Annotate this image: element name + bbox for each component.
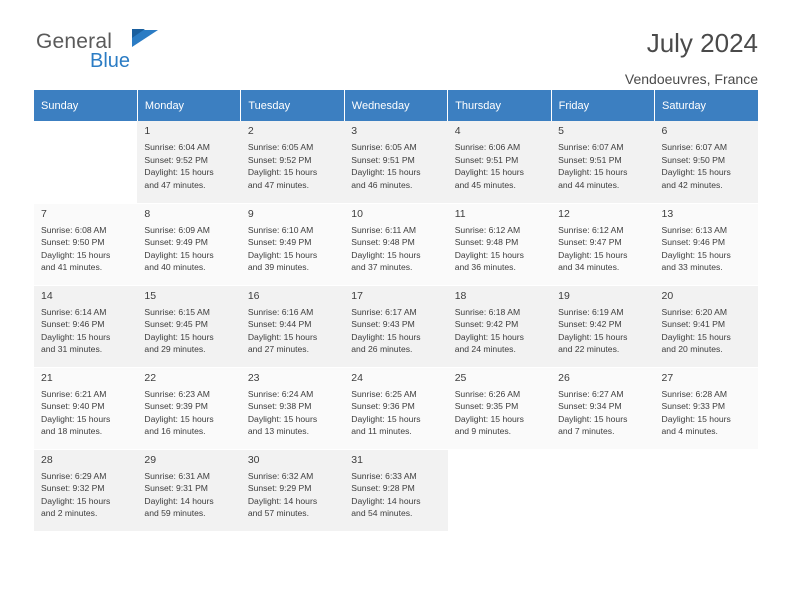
day-info-line: Daylight: 15 hours [247, 413, 318, 424]
day-info-line: Sunset: 9:50 PM [41, 237, 105, 248]
day-info-line: Sunset: 9:45 PM [144, 319, 208, 330]
day-info-line: Sunrise: 6:33 AM [351, 470, 417, 481]
day-info-line: Sunset: 9:52 PM [247, 154, 312, 165]
day-info-line: Sunrise: 6:16 AM [247, 306, 314, 317]
day-info-line: Sunset: 9:46 PM [41, 319, 105, 330]
calendar-table [34, 90, 758, 532]
day-info-line: and 24 minutes. [454, 344, 516, 355]
calendar-day-cell[interactable] [655, 121, 758, 203]
day-info-line: Sunrise: 6:29 AM [41, 470, 107, 481]
day-info-line: Daylight: 14 hours [247, 495, 318, 506]
day-info-line: and 27 minutes. [247, 344, 309, 355]
day-info-line: and 41 minutes. [41, 262, 103, 273]
general-blue-logo[interactable] [34, 26, 184, 78]
day-info-line: Sunset: 9:31 PM [144, 483, 208, 494]
weekday-header-tuesday: Tuesday [241, 90, 344, 121]
day-number: 26 [558, 371, 570, 384]
weekday-header-thursday: Thursday [448, 90, 551, 121]
day-info-line: Sunrise: 6:13 AM [661, 224, 727, 235]
day-number: 13 [661, 207, 674, 220]
day-info-line: Sunset: 9:33 PM [661, 401, 726, 412]
day-info-line: Sunrise: 6:19 AM [558, 306, 624, 317]
calendar-day-cell[interactable] [34, 367, 137, 449]
day-info-line: and 39 minutes. [247, 262, 309, 273]
day-info-line: Sunrise: 6:06 AM [454, 142, 521, 152]
day-number: 28 [41, 453, 53, 466]
calendar-cell-empty [551, 449, 654, 531]
day-number: 23 [247, 371, 260, 384]
day-info-line: Daylight: 15 hours [41, 413, 111, 424]
day-info-line: Sunset: 9:40 PM [41, 401, 105, 412]
day-number: 1 [144, 125, 151, 137]
day-number: 3 [351, 125, 358, 137]
day-number: 16 [247, 289, 260, 302]
calendar-week-row [34, 285, 758, 367]
day-info-line: Sunrise: 6:07 AM [558, 142, 624, 152]
day-info-line: and 36 minutes. [454, 262, 516, 273]
calendar-day-cell[interactable] [241, 121, 344, 203]
day-info-line: Sunset: 9:49 PM [144, 237, 208, 248]
calendar-day-cell[interactable] [655, 203, 758, 285]
calendar-day-cell[interactable] [448, 367, 551, 449]
weekday-header-monday: Monday [137, 90, 240, 121]
day-info-line: Sunset: 9:39 PM [144, 401, 208, 412]
day-info-line: Daylight: 15 hours [661, 249, 731, 260]
day-number: 7 [41, 207, 47, 220]
day-info-line: and 57 minutes. [247, 508, 309, 519]
day-info-line: Daylight: 15 hours [661, 413, 731, 424]
day-info-line: Daylight: 15 hours [351, 249, 421, 260]
day-info-line: and 18 minutes. [41, 426, 103, 437]
day-info-line: and 47 minutes. [144, 179, 206, 190]
logo-text-general: General [36, 30, 113, 53]
day-info-line: Sunrise: 6:27 AM [558, 388, 624, 399]
calendar-day-cell[interactable] [241, 449, 344, 531]
day-info-line: Daylight: 15 hours [247, 249, 318, 260]
day-info-line: and 11 minutes. [351, 426, 412, 437]
day-info-line: Sunset: 9:51 PM [454, 154, 519, 165]
day-number: 29 [144, 453, 157, 466]
day-info-line: and 13 minutes. [247, 426, 309, 437]
calendar-day-cell[interactable] [448, 285, 551, 367]
day-info-line: Sunrise: 6:12 AM [454, 224, 521, 235]
calendar-day-cell[interactable] [137, 121, 240, 203]
day-info-line: and 33 minutes. [661, 262, 723, 273]
day-info-line: Daylight: 15 hours [351, 167, 421, 178]
day-info-line: Sunset: 9:38 PM [247, 401, 312, 412]
day-number: 2 [247, 125, 254, 137]
day-info-line: Sunset: 9:46 PM [661, 237, 726, 248]
weekday-header-row [34, 90, 758, 121]
calendar-day-cell[interactable] [137, 203, 240, 285]
flag-accent-icon [132, 29, 145, 38]
weekday-header-friday: Friday [551, 90, 654, 121]
day-info-line: Daylight: 15 hours [144, 413, 214, 424]
day-number: 17 [351, 289, 363, 302]
day-info-line: Daylight: 15 hours [454, 331, 524, 342]
day-info-line: Sunset: 9:34 PM [558, 401, 622, 412]
calendar-day-cell[interactable] [344, 449, 447, 531]
calendar-cell-empty [34, 121, 137, 203]
day-info-line: Daylight: 15 hours [661, 331, 731, 342]
day-info-line: Daylight: 14 hours [351, 495, 421, 506]
day-info-line: Sunrise: 6:24 AM [247, 388, 314, 399]
calendar-day-cell[interactable] [34, 285, 137, 367]
day-info-line: Sunrise: 6:12 AM [558, 224, 624, 235]
day-info-line: Daylight: 15 hours [454, 167, 524, 178]
day-info-line: Sunset: 9:50 PM [661, 154, 726, 165]
day-info-line: and 44 minutes. [558, 179, 620, 190]
day-info-line: and 34 minutes. [558, 262, 620, 273]
day-info-line: and 20 minutes. [661, 344, 723, 355]
day-number: 20 [661, 289, 674, 302]
day-info-line: and 37 minutes. [351, 262, 413, 273]
calendar-day-cell[interactable] [137, 449, 240, 531]
day-info-line: and 2 minutes. [41, 508, 98, 519]
day-info-line: Sunrise: 6:25 AM [351, 388, 417, 399]
day-info-line: and 40 minutes. [144, 262, 206, 273]
day-info-line: and 7 minutes. [558, 426, 615, 437]
day-info-line: Daylight: 15 hours [558, 331, 628, 342]
calendar-day-cell[interactable] [551, 367, 654, 449]
calendar-day-cell[interactable] [137, 285, 240, 367]
weekday-header-saturday: Saturday [655, 90, 758, 121]
day-info-line: Daylight: 15 hours [558, 413, 628, 424]
day-info-line: Sunrise: 6:26 AM [454, 388, 521, 399]
day-info-line: Sunrise: 6:28 AM [661, 388, 727, 399]
day-info-line: and 46 minutes. [351, 179, 413, 190]
day-number: 18 [454, 289, 467, 302]
day-info-line: Sunset: 9:41 PM [661, 319, 726, 330]
day-info-line: Sunset: 9:42 PM [454, 319, 519, 330]
day-number: 6 [661, 125, 668, 137]
day-number: 30 [247, 453, 260, 466]
calendar-day-cell[interactable] [241, 367, 344, 449]
day-info-line: Daylight: 15 hours [558, 167, 628, 178]
day-info-line: Daylight: 15 hours [661, 167, 731, 178]
day-info-line: Daylight: 15 hours [41, 331, 111, 342]
day-info-line: Sunset: 9:49 PM [247, 237, 312, 248]
day-info-line: and 54 minutes. [351, 508, 413, 519]
day-info-line: and 47 minutes. [247, 179, 309, 190]
weekday-header-sunday: Sunday [34, 90, 137, 121]
day-info-line: Daylight: 15 hours [144, 167, 214, 178]
day-info-line: and 59 minutes. [144, 508, 206, 519]
calendar-day-cell[interactable] [655, 285, 758, 367]
day-info-line: Sunrise: 6:11 AM [351, 224, 417, 235]
day-info-line: and 22 minutes. [558, 344, 620, 355]
day-info-line: Sunset: 9:42 PM [558, 319, 622, 330]
logo-text-blue: Blue [90, 50, 131, 72]
day-info-line: Sunset: 9:35 PM [454, 401, 519, 412]
day-info-line: Sunrise: 6:31 AM [144, 470, 210, 481]
day-info-line: Sunset: 9:44 PM [247, 319, 312, 330]
day-info-line: Sunset: 9:48 PM [454, 237, 519, 248]
calendar-week-row [34, 121, 758, 203]
day-number: 11 [454, 207, 466, 220]
calendar-day-cell[interactable] [137, 367, 240, 449]
day-info-line: Sunset: 9:28 PM [351, 483, 415, 494]
day-info-line: Sunset: 9:51 PM [558, 154, 622, 165]
day-number: 19 [558, 289, 570, 302]
day-number: 10 [351, 207, 363, 220]
day-info-line: Daylight: 15 hours [247, 167, 318, 178]
calendar-week-row [34, 203, 758, 285]
calendar-day-cell[interactable] [34, 203, 137, 285]
title-block [625, 26, 758, 88]
calendar-day-cell[interactable] [551, 121, 654, 203]
day-info-line: Sunrise: 6:05 AM [247, 142, 314, 152]
day-info-line: Sunset: 9:48 PM [351, 237, 415, 248]
weekday-header-wednesday: Wednesday [344, 90, 447, 121]
day-number: 9 [247, 207, 254, 220]
day-info-line: Sunrise: 6:20 AM [661, 306, 727, 317]
calendar-day-cell[interactable] [241, 285, 344, 367]
day-info-line: Daylight: 15 hours [351, 331, 421, 342]
day-info-line: Sunrise: 6:09 AM [144, 224, 210, 235]
day-number: 24 [351, 371, 363, 384]
day-info-line: Sunrise: 6:08 AM [41, 224, 107, 235]
day-number: 21 [41, 371, 53, 384]
day-number: 4 [454, 125, 461, 137]
day-info-line: and 42 minutes. [661, 179, 723, 190]
page-subtitle: Vendoeuvres, France [624, 71, 758, 87]
calendar-day-cell[interactable] [551, 285, 654, 367]
calendar-day-cell[interactable] [448, 203, 551, 285]
day-info-line: and 9 minutes. [454, 426, 512, 437]
day-number: 15 [144, 289, 157, 302]
calendar-day-cell[interactable] [551, 203, 654, 285]
day-info-line: Sunset: 9:51 PM [351, 154, 415, 165]
day-number: 8 [144, 207, 151, 220]
calendar-cell-empty [655, 449, 758, 531]
day-info-line: Sunrise: 6:10 AM [247, 224, 314, 235]
day-info-line: Sunset: 9:29 PM [247, 483, 312, 494]
day-info-line: Daylight: 15 hours [41, 495, 111, 506]
day-info-line: and 26 minutes. [351, 344, 413, 355]
day-number: 5 [558, 125, 564, 137]
day-info-line: and 31 minutes. [41, 344, 103, 355]
day-info-line: Daylight: 15 hours [558, 249, 628, 260]
calendar-day-cell[interactable] [241, 203, 344, 285]
page-header [34, 0, 758, 87]
day-info-line: Daylight: 15 hours [454, 413, 524, 424]
day-info-line: Sunrise: 6:14 AM [41, 306, 107, 317]
day-info-line: Daylight: 15 hours [351, 413, 421, 424]
day-number: 31 [351, 453, 363, 466]
day-info-line: Sunrise: 6:05 AM [351, 142, 417, 152]
day-info-line: Sunrise: 6:18 AM [454, 306, 521, 317]
calendar-day-cell[interactable] [344, 121, 447, 203]
calendar-day-cell[interactable] [655, 367, 758, 449]
day-info-line: and 4 minutes. [661, 426, 718, 437]
calendar-week-row [34, 367, 758, 449]
day-info-line: Sunset: 9:52 PM [144, 154, 208, 165]
day-info-line: Sunset: 9:36 PM [351, 401, 415, 412]
day-info-line: Daylight: 15 hours [41, 249, 111, 260]
day-number: 25 [454, 371, 467, 384]
day-info-line: Daylight: 15 hours [144, 331, 214, 342]
day-info-line: Sunset: 9:32 PM [41, 483, 105, 494]
calendar-cell-empty [448, 449, 551, 531]
day-info-line: Daylight: 15 hours [454, 249, 524, 260]
day-info-line: and 16 minutes. [144, 426, 206, 437]
day-info-line: Daylight: 15 hours [247, 331, 318, 342]
calendar-day-cell[interactable] [344, 203, 447, 285]
day-number: 12 [558, 207, 570, 220]
day-info-line: Daylight: 14 hours [144, 495, 214, 506]
calendar-day-cell[interactable] [344, 367, 447, 449]
calendar-body [34, 121, 758, 531]
day-info-line: and 29 minutes. [144, 344, 206, 355]
page-title: July 2024 [646, 28, 758, 58]
day-info-line: Daylight: 15 hours [144, 249, 214, 260]
calendar-day-cell[interactable] [448, 121, 551, 203]
day-info-line: Sunrise: 6:15 AM [144, 306, 210, 317]
day-info-line: Sunrise: 6:07 AM [661, 142, 727, 152]
calendar-week-row [34, 449, 758, 531]
day-info-line: Sunrise: 6:21 AM [41, 388, 107, 399]
calendar-day-cell[interactable] [34, 449, 137, 531]
calendar-day-cell[interactable] [344, 285, 447, 367]
day-info-line: and 45 minutes. [454, 179, 516, 190]
day-number: 14 [41, 289, 53, 302]
day-number: 22 [144, 371, 157, 384]
day-info-line: Sunrise: 6:17 AM [351, 306, 417, 317]
day-number: 27 [661, 371, 674, 384]
day-info-line: Sunrise: 6:04 AM [144, 142, 210, 152]
day-info-line: Sunset: 9:47 PM [558, 237, 622, 248]
day-info-line: Sunrise: 6:23 AM [144, 388, 210, 399]
day-info-line: Sunset: 9:43 PM [351, 319, 415, 330]
day-info-line: Sunrise: 6:32 AM [247, 470, 314, 481]
